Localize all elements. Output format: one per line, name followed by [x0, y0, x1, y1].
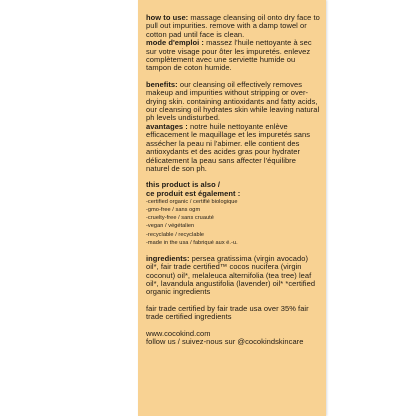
how-to-use-section	[146, 14, 320, 39]
ingredients-section	[146, 255, 320, 297]
benefits-label: benefits:	[146, 79, 178, 89]
also-title-fr: ce produit est également :	[146, 188, 241, 198]
also-section	[146, 181, 320, 246]
how-to-use-text: massage cleansing oil onto dry face to pull out impurities. remove with a damp towel or cotton pad until face is clean.	[146, 13, 320, 39]
benefits-text: our cleansing oil effectively removes makeup and impurities without stripping or over-drying skin. containing antioxidants and fatty acids, our cleansing oil hydrates skin while leaving natural ph levels undisturbed.	[146, 79, 320, 123]
social-follow: follow us / suivez-nous sur @cocokindskincare	[146, 336, 304, 346]
avantages-section	[146, 123, 320, 173]
benefits-section	[146, 81, 320, 123]
how-to-use-label: how to use:	[146, 13, 189, 22]
product-box	[138, 0, 326, 416]
also-item: -vegan / végétalien	[146, 223, 195, 230]
also-item: -recyclable / recyclable	[146, 231, 205, 238]
ingredients-text: persea gratissima (virgin avocado) oil*, fair trade certified™ cocos nucifera (virgin coconut) oil*, melaleuca alternifolia (tea tree) leaf oil*, lavandula angustifolia (lavender) oil* *certified organic ingredients	[146, 253, 316, 297]
avantages-label: avantages :	[146, 121, 188, 131]
avantages-text: notre huile nettoyante enlève efficacement le maquillage et les impuretés sans assécher la peau ni l'abimer. elle contient des antioxydants et des acides gras pour hydrater délicatement la peau sans affecter l'équilibre naturel de son ph.	[146, 121, 311, 173]
mode-emploi-section	[146, 39, 320, 73]
mode-emploi-text: massez l'huile nettoyante à sec sur votre visage pour ôter les impuretés. enlevez complètement avec une serviette humide ou tampon de coton humide.	[146, 38, 312, 73]
also-title-en: this product is also /	[146, 180, 221, 190]
box-text-content	[146, 14, 320, 346]
also-item: -made in the usa / fabriqué aux é.-u.	[146, 239, 238, 246]
mode-emploi-label: mode d'emploi :	[146, 38, 204, 48]
also-item: -cruelty-free / sans cruauté	[146, 215, 214, 222]
website: www.cocokind.com	[146, 328, 211, 338]
also-item: -gmo-free / sans ogm	[146, 207, 201, 214]
ingredients-label: ingredients:	[146, 253, 190, 263]
also-item: -certified organic / certifié biologique	[146, 199, 238, 206]
fair-trade-note: fair trade certified by fair trade usa over 35% fair trade certified ingredients	[146, 303, 309, 322]
